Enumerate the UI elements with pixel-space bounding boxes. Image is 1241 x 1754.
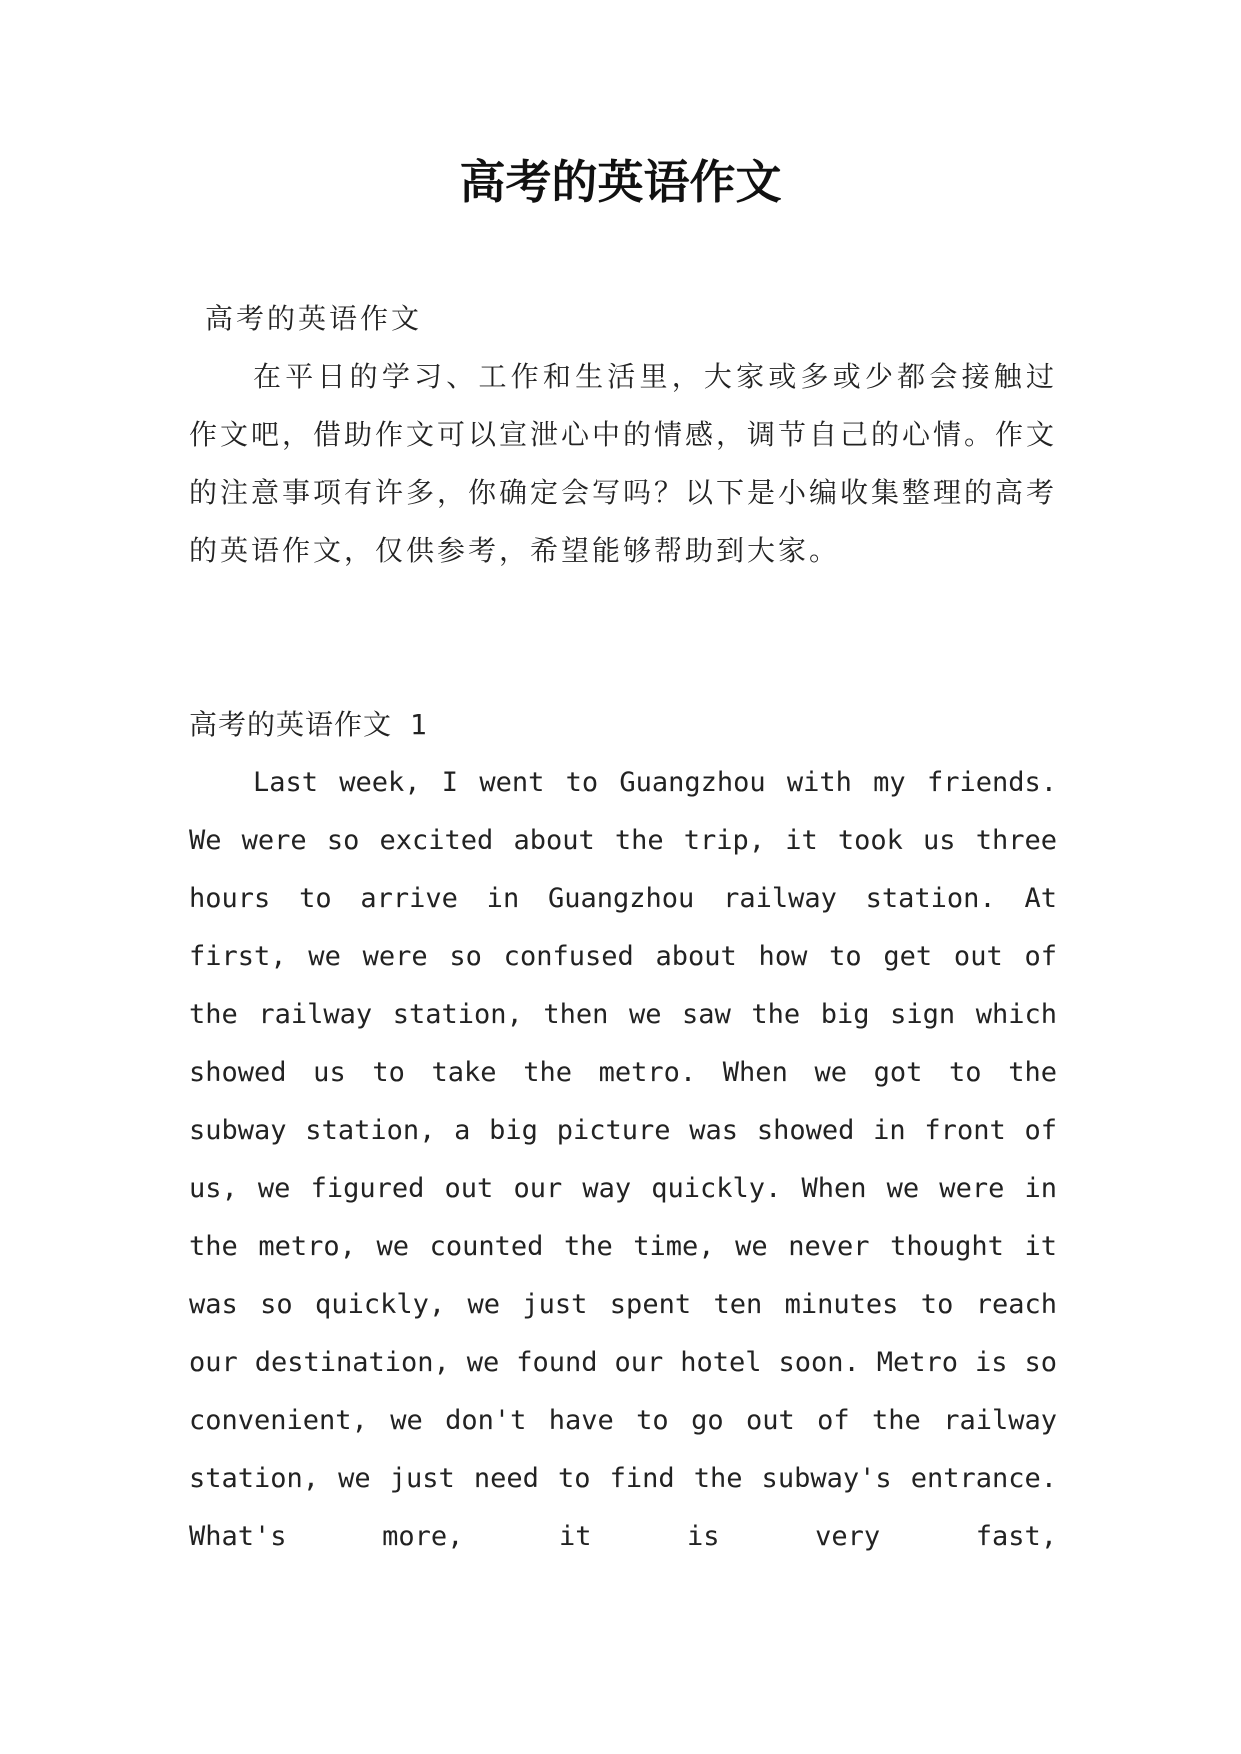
document-subtitle: 高考的英语作文 (205, 302, 423, 335)
intro-paragraph: 在平日的学习、工作和生活里，大家或多或少都会接触过作文吧，借助作文可以宣泄心中的情感，调节自己的心情。作文的注意事项有许多，你确定会写吗？以下是小编收集整理的高考的英语作文，仅供参考，希望能够帮助到大家。 (189, 360, 1058, 567)
document-body (189, 290, 1057, 1566)
document-title: 高考的英语作文 (459, 155, 782, 209)
section-heading: 高考的英语作文 1 (189, 708, 428, 741)
essay-paragraph: Last week, I went to Guangzhou with my friends. We were so excited about the trip, it took us three hours to arrive in Guangzhou railway station. At first, we were so confused about how to get out of the railway station, then we saw the big sign which showed us to take the metro. When we got to the subway station, a big picture was showed in front of us, we figured out our way quickly. When we were in the metro, we counted the time, we never thought it was so quickly, we just spent ten minutes to reach our destination, we found our hotel soon. Metro is so convenient, we don't have to go out of the railway station, we just need to find the subway's entrance. What's more, it is very fast, (189, 767, 1057, 1552)
